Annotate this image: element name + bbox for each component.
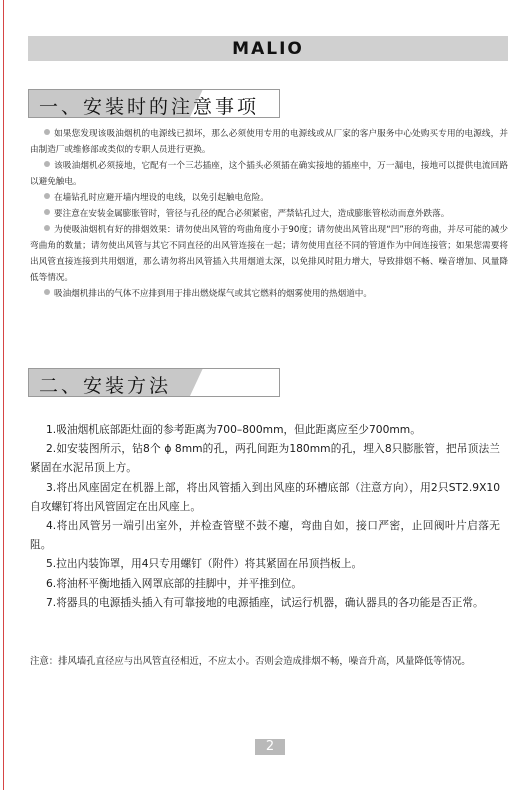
page-number-badge: 2 [255,739,285,755]
section-heading-precautions [28,89,280,118]
brand-header-bar [28,36,508,61]
step-item: 2.如安装图所示，钻8个 ϕ 8mm的孔，两孔间距为180mm的孔，埋入8只膨胀管，把吊顶法兰紧固在水泥吊顶上方。 [30,442,500,475]
step-item: 4.将出风管另一端引出室外，并检查管壁不鼓不瘪，弯曲自如，接口严密，止回阀叶片启落无阻。 [30,519,500,552]
bullet-dot-icon [44,225,50,231]
bullet-dot-icon [44,193,50,199]
list-item: 吸油烟机排出的气体不应排到用于排出燃烧煤气或其它燃料的烟雾使用的热烟道中。 [30,286,508,302]
installation-steps [30,420,500,612]
list-item: 为使吸油烟机有好的排烟效果：请勿使出风管的弯曲角度小于90度；请勿使出风管出现“凹”形的弯曲，并尽可能的减少弯曲角的数量；请勿使出风管与其它不同直径的出风管连接在一起；请勿使用直径不同的管道作为中间连接管；如果您需要将出风管直接连接到共用烟道，那么请勿将出风管插入共用烟道太深，以免排风时阻力增大，导致排烟不畅、噪音增加、风量降低等情况。 [30,225,508,283]
list-item: 如果您发现该吸油烟机的电源线已损坏，那么必须使用专用的电源线或从厂家的客户服务中心处购买专用的电源线，并由制造厂或维修部或类似的专职人员进行更换。 [30,129,508,155]
section-title-installation: 二、安装方法 [39,375,172,397]
list-item: 该吸油烟机必须接地，它配有一个三芯插座，这个插头必须插在确实接地的插座中，万一漏电，接地可以提供电流回路以避免触电。 [30,161,508,187]
step-item: 3.将出风座固定在机器上部，将出风管插入到出风座的环槽底部（注意方向），用2只ST2.9X10自攻螺钉将出风管固定在出风座上。 [30,480,500,513]
bullet-dot-icon [44,129,50,135]
bullet-dot-icon [44,161,50,167]
bullet-dot-icon [44,289,50,295]
brand-logo: MALIO [232,38,304,59]
step-item: 5.拉出内装饰罩，用4只专用螺钉（附件）将其紧固在吊顶挡板上。 [46,557,363,571]
precautions-list [30,126,508,302]
step-item: 6.将油杯平衡地插入网罩底部的挂脚中，并平推到位。 [46,576,303,590]
section-heading-installation [28,368,280,397]
step-item: 7.将器具的电源插头插入有可靠接地的电源插座，试运行机器，确认器具的各功能是否正常。 [46,595,484,609]
margin-line [3,0,4,790]
caution-note [30,653,500,671]
step-item: 1.吸油烟机底部距灶面的参考距离为700–800mm，但此距离应至少700mm。 [46,423,421,436]
section-title-precautions: 一、安装时的注意事项 [39,96,260,118]
list-item: 要注意在安装金属膨胀管时，管径与孔径的配合必须紧密，严禁钻孔过大，造成膨胀管松动而意外跌落。 [30,206,508,222]
list-item: 在墙钻孔时应避开墙内埋设的电线，以免引起触电危险。 [30,190,508,206]
bullet-dot-icon [44,209,50,215]
caution-note-text: 注意：排风墙孔直径应与出风管直径相近，不应太小。否则会造成排烟不畅，噪音升高，风量降低等情况。 [30,656,471,667]
